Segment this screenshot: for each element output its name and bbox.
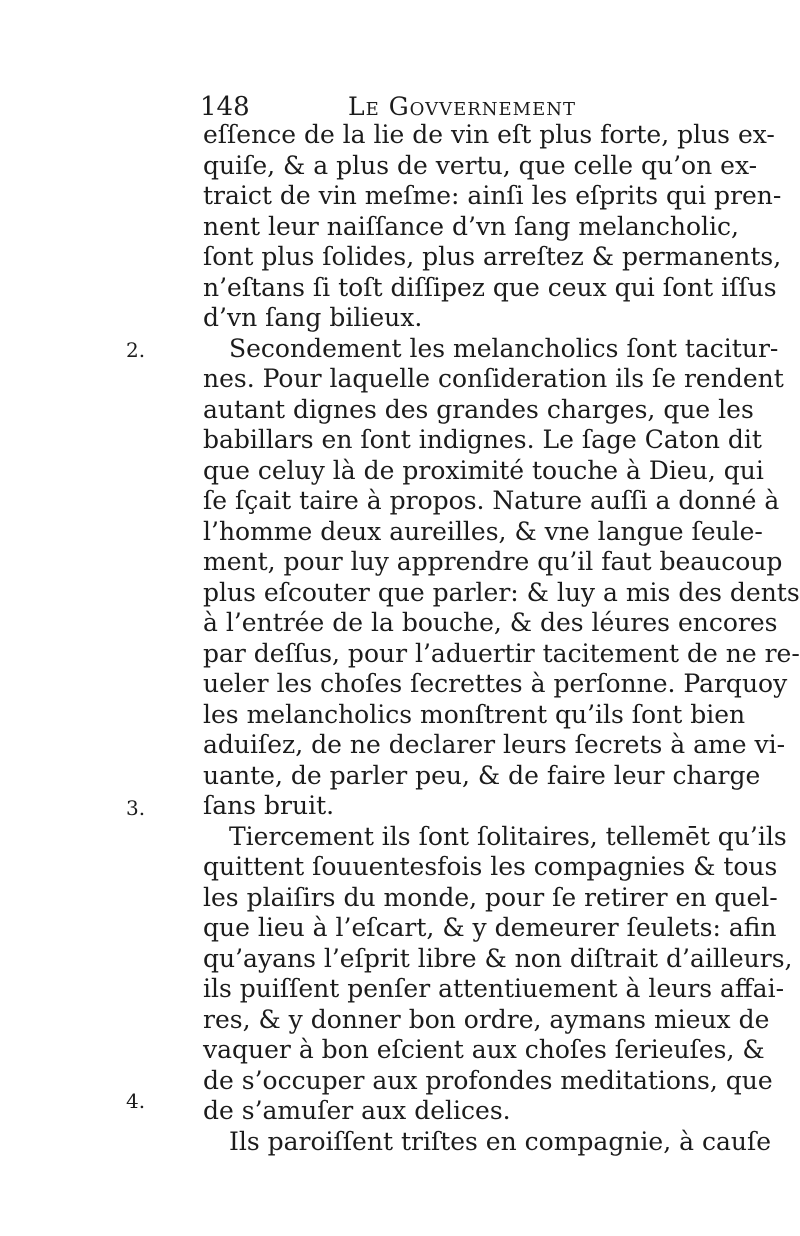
margin-number: 3.: [126, 796, 146, 820]
text-line: les melancholics monſtrent qu’ils ſont bien: [203, 699, 746, 729]
text-line: n’eſtans ſi toſt diſſipez que ceux qui ſont iſſus: [203, 272, 777, 302]
text-line: que celuy là de proximité touche à Dieu, qui: [203, 455, 764, 485]
text-line: vaquer à bon eſcient aux choſes ſerieuſes, &: [203, 1035, 765, 1064]
text-line: que lieu à l’eſcart, & y demeurer ſeulets: afin: [203, 913, 777, 942]
text-line: eſſence de la lie de vin eſt plus forte, plus ex-: [203, 120, 775, 149]
text-line: par deſſus, pour l’aduertir tacitement de ne re-: [203, 638, 800, 668]
text-line: ment, pour luy apprendre qu’il faut beaucoup: [203, 547, 783, 576]
text-line: nent leur naiſſance d’vn ſang melancholic,: [203, 211, 739, 241]
text-line: de s’amuſer aux delices.: [203, 1096, 511, 1125]
text-line: l’homme deux aureilles, & vne langue ſeule-: [203, 516, 763, 546]
text-line: quittent ſouuentesfois les compagnies & tous: [203, 852, 778, 881]
text-line: ueler les choſes ſecrettes à perſonne. Parquoy: [203, 669, 788, 698]
page-number: 148: [200, 92, 250, 122]
text-line: autant dignes des grandes charges, que les: [203, 394, 754, 424]
text-line: ils puiſſent penſer attentiuement à leurs affai-: [203, 974, 785, 1003]
text-line: plus eſcouter que parler: & luy a mis des dents: [203, 577, 800, 607]
text-line: traict de vin meſme: ainſi les eſprits qui pren-: [203, 181, 782, 210]
text-line: Secondement les melancholics ſont tacitur-: [229, 333, 779, 363]
running-title: Le Govvernement: [348, 92, 577, 121]
text-line: d’vn ſang bilieux.: [203, 303, 423, 332]
text-line: qu’ayans l’eſprit libre & non diſtrait d’ailleurs,: [203, 943, 793, 973]
text-line: de s’occuper aux profondes meditations, que: [203, 1065, 773, 1095]
text-line: nes. Pour laquelle conſideration ils ſe rendent: [203, 364, 784, 393]
text-line: aduiſez, de ne declarer leurs ſecrets à ame vi-: [203, 730, 786, 759]
text-line: ſe ſçait taire à propos. Nature auſſi a donné à: [203, 486, 780, 515]
text-line: res, & y donner bon ordre, aymans mieux de: [203, 1004, 770, 1034]
page-header: [200, 90, 670, 124]
text-line: Tiercement ils ſont ſolitaires, tellemēt qu’ils: [229, 821, 787, 851]
text-line: les plaiſirs du monde, pour ſe retirer en quel-: [203, 882, 778, 912]
text-body: [203, 120, 800, 1157]
margin-number: 2.: [126, 338, 146, 362]
text-line: ſans bruit.: [203, 791, 335, 820]
text-line: quiſe, & a plus de vertu, que celle qu’on ex-: [203, 150, 758, 180]
text-line: Ils paroiſſent triſtes en compagnie, à cauſe: [229, 1126, 772, 1156]
text-line: babillars en ſont indignes. Le ſage Caton dit: [203, 425, 762, 454]
text-line: uante, de parler peu, & de faire leur charge: [203, 760, 761, 790]
margin-number: 4.: [126, 1089, 146, 1113]
text-line: à l’entrée de la bouche, & des léures encores: [203, 608, 778, 637]
text-line: ſont plus ſolides, plus arreſtez & permanents,: [203, 242, 782, 271]
